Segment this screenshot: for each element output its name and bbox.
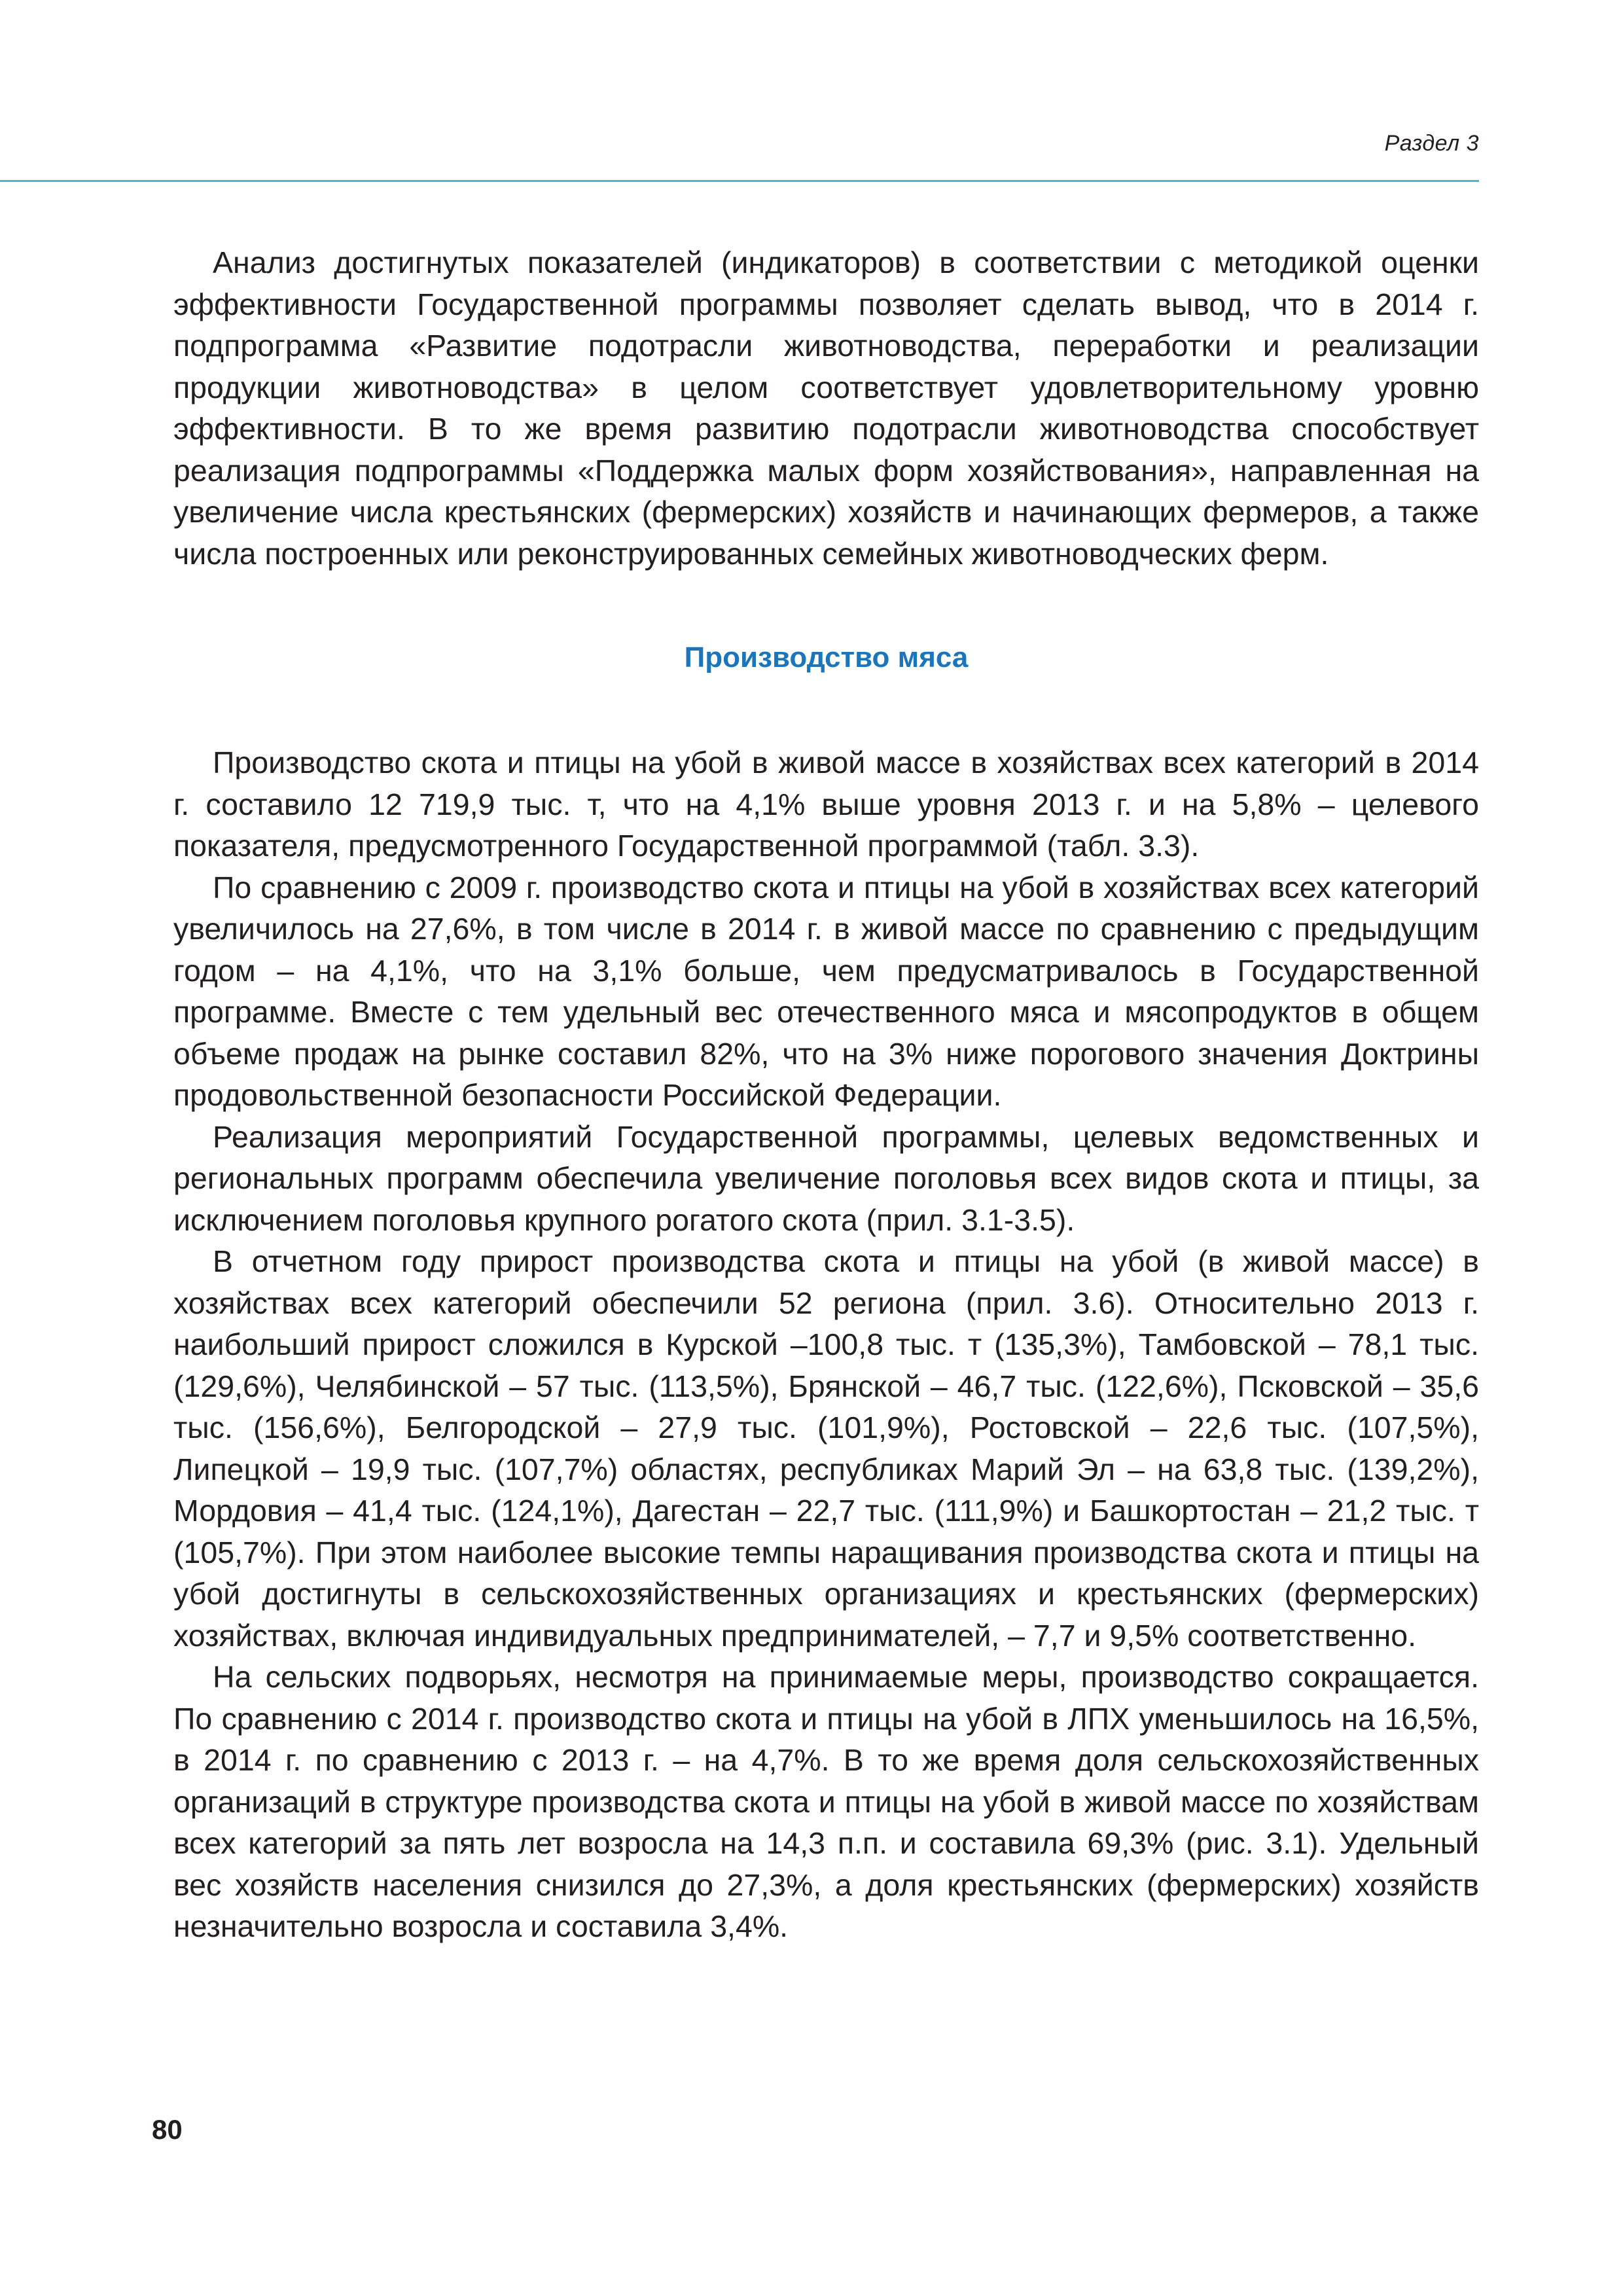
- body-paragraph-3: Реализация мероприятий Государственной программы, целевых ведомственных и региональных программ обеспечила увеличение поголовья всех видов скота и птицы, за исключением поголовья крупного рогатого скота (прил. 3.1-3.5).: [173, 1119, 1479, 1237]
- body-paragraph-2: По сравнению с 2009 г. производство скота и птицы на убой в хозяйствах всех категорий увеличилось на 27,6%, в том числе в 2014 г. в живой массе по сравнению с предыдущим годом – на 4,1%, что на 3,1% больше, чем предусматривалось в Государственной программе. Вместе с тем удельный вес отечественного мяса и мясопродуктов в общем объеме продаж на рынке составил 82%, что на 3% ниже порогового значения Доктрины продовольственной безопасности Российской Федерации.: [173, 870, 1479, 1112]
- body-paragraph-1: Производство скота и птицы на убой в живой массе в хозяйствах всех категорий в 2014 г. составило 12 719,9 тыс. т, что на 4,1% выше уровня 2013 г. и на 5,8% – целевого показателя, предусмотренного Государственной программой (табл. 3.3).: [173, 745, 1479, 863]
- title-spacer: [173, 679, 1479, 742]
- page-body: [173, 242, 1479, 1948]
- body-paragraph-5: На сельских подворьях, несмотря на принимаемые меры, производство сокращается. По сравнению с 2014 г. производство скота и птицы на убой в ЛПХ уменьшилось на 16,5%, в 2014 г. по сравнению с 2013 г. – на 4,7%. В то же время доля сельскохозяйственных организаций в структуре производства скота и птицы на убой в живой массе по хозяйствам всех категорий за пять лет возросла на 14,3 п.п. и составила 69,3% (рис. 3.1). Удельный вес хозяйств населения снизился до 27,3%, а доля крестьянских (фермерских) хозяйств незначительно возросла и составила 3,4%.: [173, 1660, 1479, 1943]
- body-paragraph-4: В отчетном году прирост производства скота и птицы на убой (в живой массе) в хозяйствах всех категорий обеспечили 52 региона (прил. 3.6). Относительно 2013 г. наибольший прирост сложился в Курской –100,8 тыс. т (135,3%), Тамбовской – 78,1 тыс. (129,6%), Челябинской – 57 тыс. (113,5%), Брянской – 46,7 тыс. (122,6%), Псковской – 35,6 тыс. (156,6%), Белгородской – 27,9 тыс. (101,9%), Ростовской – 22,6 тыс. (107,5%), Липецкой – 19,9 тыс. (107,7%) областях, республиках Марий Эл – на 63,8 тыс. (139,2%), Мордовия – 41,4 тыс. (124,1%), Дагестан – 22,7 тыс. (111,9%) и Башкортостан – 21,2 тыс. т (105,7%). При этом наиболее высокие темпы наращивания производства скота и птицы на убой достигнуты в сельскохозяйственных организациях и крестьянских (фермерских) хозяйствах, включая индивидуальных предпринимателей, – 7,7 и 9,5% соответственно.: [173, 1244, 1479, 1653]
- running-head-section-label: Раздел 3: [1384, 131, 1479, 156]
- page-number: 80: [152, 2114, 183, 2145]
- section-title: Производство мяса: [684, 641, 969, 673]
- intro-paragraph: Анализ достигнутых показателей (индикаторов) в соответствии с методикой оценки эффективности Государственной программы позволяет сделать вывод, что в 2014 г. подпрограмма «Развитие подотрасли животноводства, переработки и реализации продукции животноводства» в целом соответствует удовлетворительному уровню эффективности. В то же время развитию подотрасли животноводства способствует реализация подпрограммы «Поддержка малых форм хозяйствования», направленная на увеличение числа крестьянских (фермерских) хозяйств и начинающих фермеров, а также числа построенных или реконструированных семейных животноводческих ферм.: [173, 245, 1479, 571]
- header-rule: [0, 180, 1479, 182]
